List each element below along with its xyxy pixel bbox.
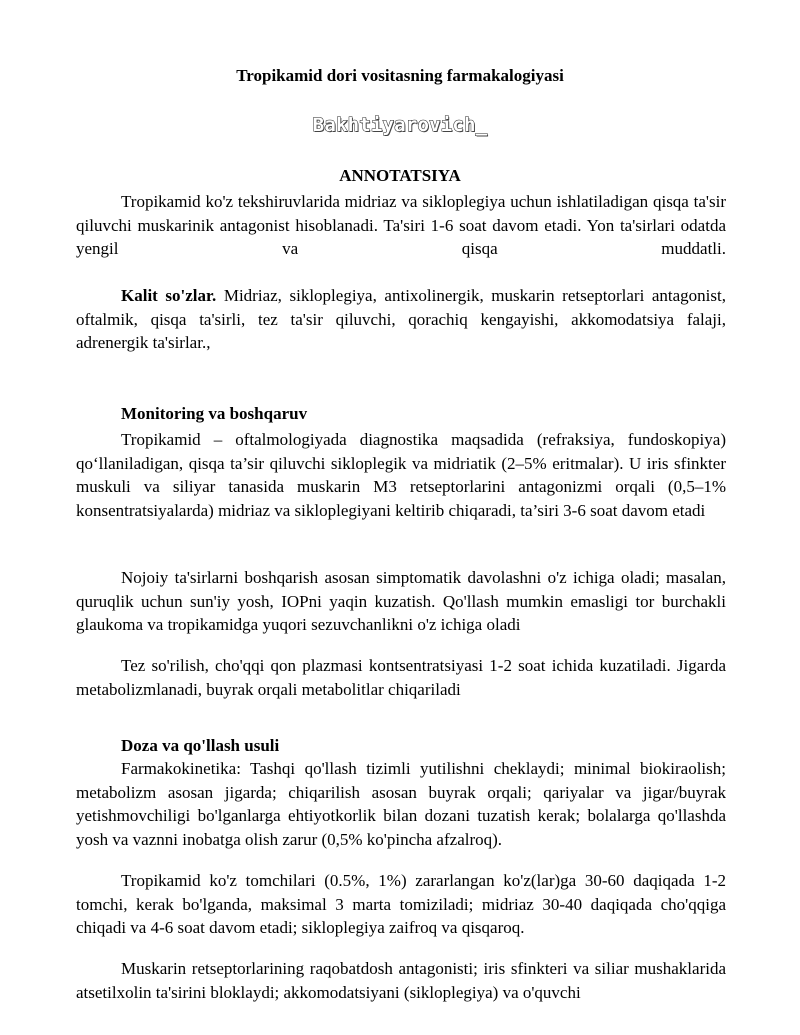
monitoring-paragraph-3: Tez so'rilish, cho'qqi qon plazmasi kontsentratsiyasi 1-2 soat ichida kuzatiladi. Jigarda metabolizmlanadi, buyrak orqali metabolitlar chiqariladi: [76, 656, 726, 699]
dosage-paragraph-1: Farmakokinetika: Tashqi qo'llash tizimli yutilishni cheklaydi; minimal biokiraolish; metabolizm asosan jigarda; chiqarilish asosan buyrak orqali; qariyalar va jigar/buyrak yetishmovchiligi bo'lganlarga ehtiyotkorlik bilan dozani tuzatish kerak; bolalarga qo'llashda yosh va vaznni inobatga olish zarur (0,5% ko'pincha afzalroq).: [76, 759, 726, 849]
author-name: Bakhtiyarovich_: [312, 114, 488, 136]
annotation-heading: ANNOTATSIYA: [339, 166, 461, 185]
keywords-label: Kalit so'zlar.: [121, 286, 217, 305]
monitoring-paragraph-1: Tropikamid – oftalmologiyada diagnostika maqsadida (refraksiya, fundoskopiya) qo‘llaniladigan, qisqa ta’sir qiluvchi sikloplegik va midriatik (2–5% eritmalar). U iris sfinkter muskuli va siliyar tanasida muskarin M3 retseptorlarini antagonizmi orqali (0,5–1% konsentratsiyalarda) midriaz va sikloplegiyani keltirib chiqaradi, ta’siri 3-6 soat davom etadi: [76, 430, 726, 520]
keywords-text: Midriaz, sikloplegiya, antixolinergik, muskarin retseptorlari antagonist, oftalmik, qisqa ta'sirli, tez ta'sir qiluvchi, qorachiq kengayishi, akkomodatsiya falaji, adrenergik ta'sirlar.,: [76, 286, 726, 352]
keywords-paragraph: [76, 284, 726, 355]
document-title: Tropikamid dori vositasning farmakalogiyasi: [236, 66, 564, 85]
dosage-paragraph-3: Muskarin retseptorlarining raqobatdosh antagonisti; iris sfinkteri va siliar mushaklarida atsetilxolin ta'sirini bloklaydi; akkomodatsiyani (sikloplegiya) va o'quvchi: [76, 959, 726, 1002]
annotation-paragraph: Tropikamid ko'z tekshiruvlarida midriaz va sikloplegiya uchun ishlatiladigan qisqa ta'sir qiluvchi muskarinik antagonist hisoblanadi. Ta'siri 1-6 soat davom etadi. Yon ta'sirlari odatda yengil va qisqa muddatli.: [76, 192, 726, 258]
section-heading-dosage: Doza va qo'llash usuli: [121, 736, 280, 755]
monitoring-paragraph-2: Nojoiy ta'sirlarni boshqarish asosan simptomatik davolashni o'z ichiga oladi; masalan, quruqlik uchun sun'iy yosh, IOPni yaqin kuzatish. Qo'llash mumkin emasligi tor burchakli glaukoma va tropikamidga yuqori sezuvchanlikni o'z ichiga oladi: [76, 568, 726, 634]
section-heading-monitoring: Monitoring va boshqaruv: [121, 404, 308, 423]
dosage-paragraph-2: Tropikamid ko'z tomchilari (0.5%, 1%) zararlangan ko'z(lar)ga 30-60 daqiqada 1-2 tomchi, kerak bo'lganda, maksimal 3 marta tomiziladi; midriaz 30-40 daqiqada cho'qqiga chiqadi va 4-6 soat davom etadi; sikloplegiya zaifroq va qisqaroq.: [76, 871, 726, 937]
